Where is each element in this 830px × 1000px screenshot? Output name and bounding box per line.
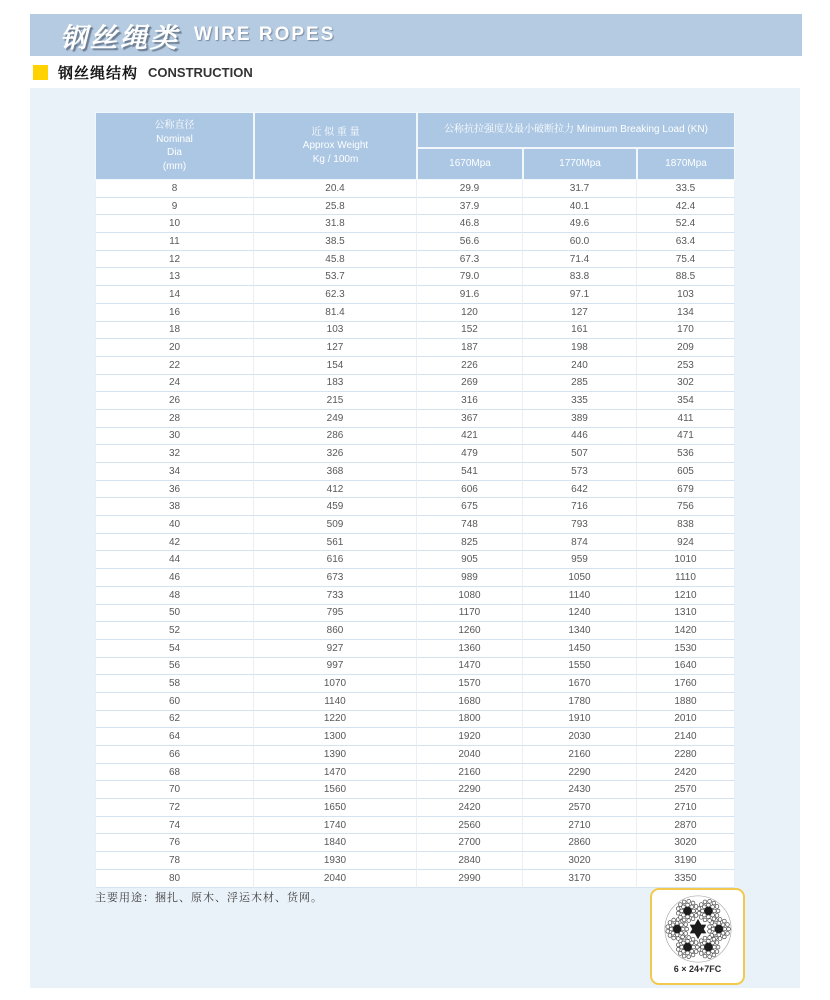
table-row xyxy=(95,605,735,623)
cell-mbl-1870: 302 xyxy=(637,375,735,393)
cell-mbl-1870: 1010 xyxy=(637,551,735,569)
cell-weight: 38.5 xyxy=(254,233,417,251)
cell-mbl-1870: 3020 xyxy=(637,834,735,852)
cell-weight: 616 xyxy=(254,551,417,569)
cell-mbl-1870: 3350 xyxy=(637,870,735,888)
cell-mbl-1670: 2420 xyxy=(417,799,523,817)
table-row xyxy=(95,658,735,676)
cell-diameter: 80 xyxy=(95,870,254,888)
cell-diameter: 11 xyxy=(95,233,254,251)
cell-mbl-1770: 959 xyxy=(523,551,637,569)
table-row xyxy=(95,870,735,888)
cell-mbl-1770: 507 xyxy=(523,445,637,463)
cell-diameter: 74 xyxy=(95,817,254,835)
table-body xyxy=(95,180,735,888)
cell-weight: 1740 xyxy=(254,817,417,835)
cell-weight: 1840 xyxy=(254,834,417,852)
cell-mbl-1770: 3020 xyxy=(523,852,637,870)
cell-mbl-1670: 606 xyxy=(417,481,523,499)
table-row xyxy=(95,622,735,640)
section-title-chinese: 钢丝绳结构 xyxy=(58,65,139,82)
cell-diameter: 38 xyxy=(95,498,254,516)
table-row xyxy=(95,817,735,835)
cell-mbl-1870: 103 xyxy=(637,286,735,304)
cell-mbl-1870: 1640 xyxy=(637,658,735,676)
cell-mbl-1670: 1570 xyxy=(417,675,523,693)
cell-mbl-1870: 2140 xyxy=(637,728,735,746)
cell-mbl-1870: 3190 xyxy=(637,852,735,870)
cell-mbl-1870: 1110 xyxy=(637,569,735,587)
cell-mbl-1870: 411 xyxy=(637,410,735,428)
cell-weight: 215 xyxy=(254,392,417,410)
cell-diameter: 22 xyxy=(95,357,254,375)
cell-mbl-1870: 88.5 xyxy=(637,268,735,286)
cell-diameter: 26 xyxy=(95,392,254,410)
cell-mbl-1770: 446 xyxy=(523,428,637,446)
cell-mbl-1870: 134 xyxy=(637,304,735,322)
cell-weight: 53.7 xyxy=(254,268,417,286)
cell-mbl-1670: 67.3 xyxy=(417,251,523,269)
cell-mbl-1770: 1340 xyxy=(523,622,637,640)
cell-weight: 561 xyxy=(254,534,417,552)
cell-mbl-1670: 825 xyxy=(417,534,523,552)
content-panel xyxy=(30,88,800,988)
cell-weight: 1220 xyxy=(254,711,417,729)
cell-mbl-1670: 46.8 xyxy=(417,215,523,233)
cell-diameter: 13 xyxy=(95,268,254,286)
cell-diameter: 50 xyxy=(95,605,254,623)
cell-weight: 459 xyxy=(254,498,417,516)
cell-weight: 927 xyxy=(254,640,417,658)
cell-diameter: 76 xyxy=(95,834,254,852)
table-row xyxy=(95,215,735,233)
cell-weight: 20.4 xyxy=(254,180,417,198)
cell-mbl-1670: 2040 xyxy=(417,746,523,764)
cell-diameter: 32 xyxy=(95,445,254,463)
cell-diameter: 8 xyxy=(95,180,254,198)
cell-mbl-1870: 1530 xyxy=(637,640,735,658)
cell-diameter: 58 xyxy=(95,675,254,693)
table-row xyxy=(95,268,735,286)
cell-mbl-1770: 2290 xyxy=(523,764,637,782)
table-row xyxy=(95,304,735,322)
cell-mbl-1670: 989 xyxy=(417,569,523,587)
cell-mbl-1770: 60.0 xyxy=(523,233,637,251)
page-title-chinese: 钢丝绳类 xyxy=(60,22,180,53)
column-header-breaking-load: 公称抗拉强度及最小破断拉力 Minimum Breaking Load (KN) xyxy=(417,112,735,148)
cell-diameter: 34 xyxy=(95,463,254,481)
cell-mbl-1870: 1420 xyxy=(637,622,735,640)
cell-diameter: 36 xyxy=(95,481,254,499)
cell-diameter: 12 xyxy=(95,251,254,269)
cell-mbl-1770: 161 xyxy=(523,322,637,340)
table-row xyxy=(95,551,735,569)
cell-mbl-1770: 1670 xyxy=(523,675,637,693)
cell-mbl-1770: 97.1 xyxy=(523,286,637,304)
cell-weight: 62.3 xyxy=(254,286,417,304)
cell-mbl-1870: 2870 xyxy=(637,817,735,835)
cell-weight: 154 xyxy=(254,357,417,375)
section-title-english: CONSTRUCTION xyxy=(148,65,253,80)
cell-diameter: 18 xyxy=(95,322,254,340)
cell-mbl-1870: 2570 xyxy=(637,781,735,799)
cell-mbl-1670: 120 xyxy=(417,304,523,322)
cell-diameter: 28 xyxy=(95,410,254,428)
cell-mbl-1670: 187 xyxy=(417,339,523,357)
cell-mbl-1870: 2010 xyxy=(637,711,735,729)
cell-weight: 1390 xyxy=(254,746,417,764)
cell-weight: 286 xyxy=(254,428,417,446)
rope-cross-section-diagram xyxy=(661,893,735,965)
cell-weight: 81.4 xyxy=(254,304,417,322)
cell-mbl-1870: 253 xyxy=(637,357,735,375)
table-row xyxy=(95,428,735,446)
table-row xyxy=(95,834,735,852)
cell-diameter: 40 xyxy=(95,516,254,534)
cell-diameter: 78 xyxy=(95,852,254,870)
rope-construction-card xyxy=(650,888,745,985)
cell-diameter: 48 xyxy=(95,587,254,605)
cell-mbl-1670: 1800 xyxy=(417,711,523,729)
cell-weight: 673 xyxy=(254,569,417,587)
cell-mbl-1870: 605 xyxy=(637,463,735,481)
table-row xyxy=(95,587,735,605)
table-row xyxy=(95,675,735,693)
cell-mbl-1870: 354 xyxy=(637,392,735,410)
cell-diameter: 52 xyxy=(95,622,254,640)
cell-weight: 45.8 xyxy=(254,251,417,269)
cell-mbl-1770: 1550 xyxy=(523,658,637,676)
cell-diameter: 66 xyxy=(95,746,254,764)
cell-mbl-1670: 2290 xyxy=(417,781,523,799)
cell-mbl-1870: 33.5 xyxy=(637,180,735,198)
cell-diameter: 14 xyxy=(95,286,254,304)
cell-mbl-1670: 541 xyxy=(417,463,523,481)
cell-mbl-1870: 471 xyxy=(637,428,735,446)
cell-weight: 2040 xyxy=(254,870,417,888)
cell-mbl-1670: 421 xyxy=(417,428,523,446)
cell-mbl-1870: 75.4 xyxy=(637,251,735,269)
table-row xyxy=(95,339,735,357)
cell-diameter: 20 xyxy=(95,339,254,357)
table-row xyxy=(95,392,735,410)
cell-weight: 733 xyxy=(254,587,417,605)
cell-mbl-1870: 2280 xyxy=(637,746,735,764)
cell-mbl-1770: 2570 xyxy=(523,799,637,817)
table-row xyxy=(95,198,735,216)
cell-mbl-1770: 1240 xyxy=(523,605,637,623)
cell-diameter: 46 xyxy=(95,569,254,587)
cell-weight: 368 xyxy=(254,463,417,481)
cell-weight: 795 xyxy=(254,605,417,623)
cell-mbl-1670: 2160 xyxy=(417,764,523,782)
cell-mbl-1670: 56.6 xyxy=(417,233,523,251)
cell-diameter: 10 xyxy=(95,215,254,233)
cell-mbl-1870: 924 xyxy=(637,534,735,552)
cell-weight: 860 xyxy=(254,622,417,640)
table-row xyxy=(95,233,735,251)
cell-mbl-1870: 2710 xyxy=(637,799,735,817)
cell-mbl-1770: 31.7 xyxy=(523,180,637,198)
cell-mbl-1670: 316 xyxy=(417,392,523,410)
cell-mbl-1770: 49.6 xyxy=(523,215,637,233)
cell-mbl-1870: 838 xyxy=(637,516,735,534)
table-row xyxy=(95,728,735,746)
cell-diameter: 56 xyxy=(95,658,254,676)
cell-weight: 1650 xyxy=(254,799,417,817)
table-row xyxy=(95,463,735,481)
table-row xyxy=(95,410,735,428)
cell-mbl-1770: 573 xyxy=(523,463,637,481)
cell-diameter: 68 xyxy=(95,764,254,782)
table-row xyxy=(95,799,735,817)
cell-diameter: 64 xyxy=(95,728,254,746)
column-header-approx-weight: 近 似 重 量 Approx Weight Kg / 100m xyxy=(254,112,417,180)
cell-weight: 31.8 xyxy=(254,215,417,233)
cell-mbl-1670: 479 xyxy=(417,445,523,463)
cell-diameter: 62 xyxy=(95,711,254,729)
cell-mbl-1670: 1080 xyxy=(417,587,523,605)
cell-mbl-1670: 1680 xyxy=(417,693,523,711)
column-header-nominal-diameter: 公称直径 Nominal Dia (mm) xyxy=(95,112,254,180)
rope-construction-label: 6 × 24+7FC xyxy=(673,964,722,974)
cell-mbl-1770: 874 xyxy=(523,534,637,552)
cell-mbl-1670: 905 xyxy=(417,551,523,569)
cell-mbl-1870: 170 xyxy=(637,322,735,340)
table-row xyxy=(95,481,735,499)
table-row xyxy=(95,357,735,375)
wire-rope-spec-table xyxy=(95,112,735,888)
cell-mbl-1770: 1140 xyxy=(523,587,637,605)
cell-weight: 1300 xyxy=(254,728,417,746)
cell-diameter: 70 xyxy=(95,781,254,799)
cell-mbl-1670: 1470 xyxy=(417,658,523,676)
cell-diameter: 54 xyxy=(95,640,254,658)
cell-mbl-1670: 367 xyxy=(417,410,523,428)
cell-mbl-1670: 2840 xyxy=(417,852,523,870)
cell-mbl-1670: 29.9 xyxy=(417,180,523,198)
cell-mbl-1770: 389 xyxy=(523,410,637,428)
cell-mbl-1670: 1360 xyxy=(417,640,523,658)
cell-mbl-1870: 63.4 xyxy=(637,233,735,251)
table-row xyxy=(95,764,735,782)
cell-mbl-1670: 2560 xyxy=(417,817,523,835)
cell-mbl-1870: 756 xyxy=(637,498,735,516)
cell-mbl-1870: 1880 xyxy=(637,693,735,711)
cell-mbl-1770: 83.8 xyxy=(523,268,637,286)
cell-mbl-1770: 2030 xyxy=(523,728,637,746)
cell-mbl-1870: 209 xyxy=(637,339,735,357)
table-row xyxy=(95,375,735,393)
cell-mbl-1670: 2990 xyxy=(417,870,523,888)
cell-mbl-1870: 2420 xyxy=(637,764,735,782)
cell-weight: 509 xyxy=(254,516,417,534)
cell-mbl-1670: 79.0 xyxy=(417,268,523,286)
table-row xyxy=(95,781,735,799)
cell-weight: 326 xyxy=(254,445,417,463)
cell-weight: 103 xyxy=(254,322,417,340)
cell-mbl-1670: 675 xyxy=(417,498,523,516)
cell-mbl-1770: 71.4 xyxy=(523,251,637,269)
cell-mbl-1770: 1450 xyxy=(523,640,637,658)
cell-diameter: 30 xyxy=(95,428,254,446)
cell-mbl-1870: 536 xyxy=(637,445,735,463)
table-row xyxy=(95,180,735,198)
table-row xyxy=(95,251,735,269)
cell-weight: 1070 xyxy=(254,675,417,693)
cell-weight: 25.8 xyxy=(254,198,417,216)
yellow-bullet-icon xyxy=(33,65,48,80)
cell-mbl-1670: 37.9 xyxy=(417,198,523,216)
page-title-english: WIRE ROPES xyxy=(194,24,336,45)
cell-mbl-1870: 679 xyxy=(637,481,735,499)
cell-mbl-1870: 1310 xyxy=(637,605,735,623)
cell-weight: 249 xyxy=(254,410,417,428)
cell-diameter: 60 xyxy=(95,693,254,711)
cell-mbl-1670: 269 xyxy=(417,375,523,393)
cell-mbl-1770: 642 xyxy=(523,481,637,499)
cell-mbl-1670: 1920 xyxy=(417,728,523,746)
cell-weight: 127 xyxy=(254,339,417,357)
cell-mbl-1770: 2160 xyxy=(523,746,637,764)
table-row xyxy=(95,746,735,764)
cell-mbl-1670: 91.6 xyxy=(417,286,523,304)
table-row xyxy=(95,640,735,658)
cell-mbl-1770: 716 xyxy=(523,498,637,516)
cell-mbl-1670: 1260 xyxy=(417,622,523,640)
cell-weight: 412 xyxy=(254,481,417,499)
table-row xyxy=(95,322,735,340)
cell-weight: 1930 xyxy=(254,852,417,870)
cell-mbl-1770: 2430 xyxy=(523,781,637,799)
cell-diameter: 24 xyxy=(95,375,254,393)
table-row xyxy=(95,516,735,534)
cell-mbl-1770: 285 xyxy=(523,375,637,393)
usage-note: 主要用途：捆扎、原木、浮运木材、货网。 xyxy=(95,892,323,904)
cell-diameter: 72 xyxy=(95,799,254,817)
cell-weight: 1140 xyxy=(254,693,417,711)
cell-weight: 183 xyxy=(254,375,417,393)
cell-mbl-1670: 152 xyxy=(417,322,523,340)
cell-mbl-1870: 42.4 xyxy=(637,198,735,216)
cell-diameter: 9 xyxy=(95,198,254,216)
cell-mbl-1770: 3170 xyxy=(523,870,637,888)
cell-mbl-1870: 52.4 xyxy=(637,215,735,233)
cell-weight: 1470 xyxy=(254,764,417,782)
cell-weight: 1560 xyxy=(254,781,417,799)
cell-mbl-1770: 127 xyxy=(523,304,637,322)
cell-mbl-1770: 1910 xyxy=(523,711,637,729)
table-row xyxy=(95,286,735,304)
cell-mbl-1770: 1050 xyxy=(523,569,637,587)
section-heading xyxy=(33,62,253,83)
cell-diameter: 44 xyxy=(95,551,254,569)
table-row xyxy=(95,498,735,516)
column-header-grade-1670: 1670Mpa xyxy=(417,148,523,180)
table-row xyxy=(95,569,735,587)
column-header-grade-1770: 1770Mpa xyxy=(523,148,637,180)
cell-mbl-1770: 40.1 xyxy=(523,198,637,216)
cell-mbl-1870: 1760 xyxy=(637,675,735,693)
cell-mbl-1670: 1170 xyxy=(417,605,523,623)
table-row xyxy=(95,445,735,463)
cell-mbl-1670: 748 xyxy=(417,516,523,534)
cell-mbl-1770: 1780 xyxy=(523,693,637,711)
cell-mbl-1670: 226 xyxy=(417,357,523,375)
cell-mbl-1770: 240 xyxy=(523,357,637,375)
cell-diameter: 42 xyxy=(95,534,254,552)
cell-mbl-1770: 198 xyxy=(523,339,637,357)
table-row xyxy=(95,852,735,870)
page-header xyxy=(30,14,802,56)
cell-mbl-1670: 2700 xyxy=(417,834,523,852)
cell-mbl-1770: 335 xyxy=(523,392,637,410)
cell-mbl-1770: 2860 xyxy=(523,834,637,852)
cell-diameter: 16 xyxy=(95,304,254,322)
cell-mbl-1770: 793 xyxy=(523,516,637,534)
table-row xyxy=(95,711,735,729)
cell-mbl-1770: 2710 xyxy=(523,817,637,835)
cell-mbl-1870: 1210 xyxy=(637,587,735,605)
table-row xyxy=(95,693,735,711)
table-row xyxy=(95,534,735,552)
column-header-grade-1870: 1870Mpa xyxy=(637,148,735,180)
cell-weight: 997 xyxy=(254,658,417,676)
